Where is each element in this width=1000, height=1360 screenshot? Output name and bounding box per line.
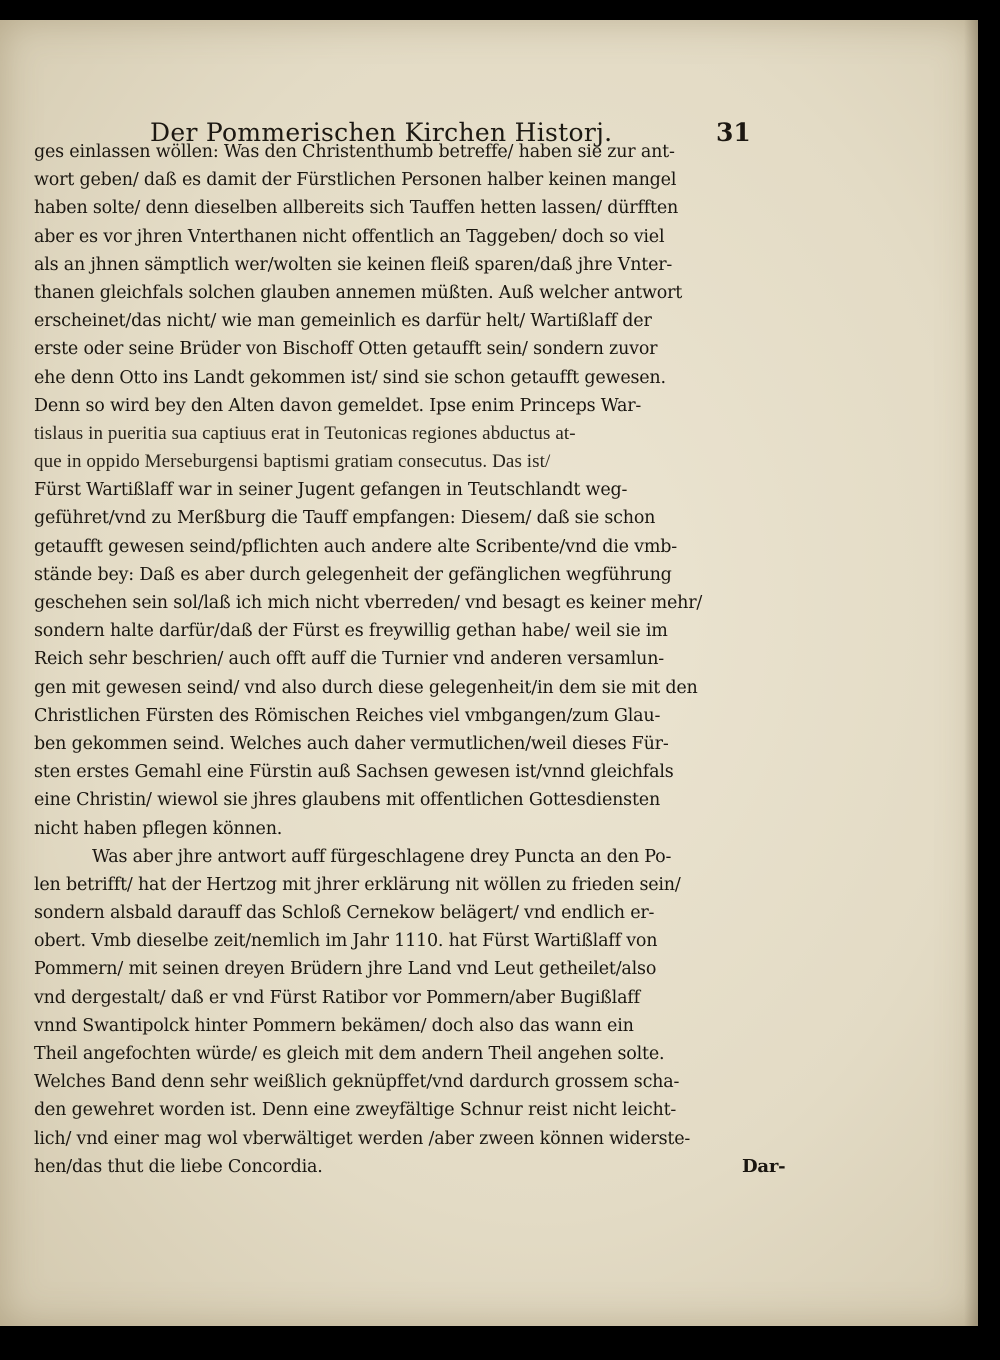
text-line: ehe denn Otto ins Landt gekommen ist/ sind sie schon getaufft gewesen. <box>34 367 666 388</box>
page-number: 31 <box>716 118 751 147</box>
scanned-page <box>0 20 978 1326</box>
text-line: wort geben/ daß es damit der Fürstlichen Personen halber keinen mangel <box>34 170 677 191</box>
text-line: sondern alsbald darauff das Schloß Cernekow belägert/ vnd endlich er- <box>34 903 655 924</box>
text-line: vnd dergestalt/ daß er vnd Fürst Ratibor vor Pommern/aber Bugißlaff <box>34 987 640 1008</box>
text-line: Pommern/ mit seinen dreyen Brüdern jhre Land vnd Leut getheilet/also <box>34 959 657 980</box>
text-line: ges einlassen wöllen: Was den Christenthumb betreffe/ haben sie zur ant- <box>34 142 675 162</box>
text-line: den gewehret worden ist. Denn eine zweyfältige Schnur reist nicht leicht- <box>34 1100 677 1121</box>
text-line: sten erstes Gemahl eine Fürstin auß Sachsen gewesen ist/vnnd gleichfals <box>34 762 674 783</box>
text-line: vnnd Swantipolck hinter Pommern bekämen/ doch also das wann ein <box>34 1015 634 1036</box>
text-line: Denn so wird bey den Alten davon gemeldet. Ipse enim Princeps War- <box>34 395 642 416</box>
text-line: aber es vor jhren Vnterthanen nicht offentlich an Taggeben/ doch so viel <box>34 226 665 247</box>
text-line: gen mit gewesen seind/ vnd also durch diese gelegenheit/in dem sie mit den <box>34 677 698 698</box>
text-line: ben gekommen seind. Welches auch daher vermutlichen/weil dieses Für- <box>34 733 669 754</box>
text-line: erscheinet/das nicht/ wie man gemeinlich es darfür helt/ Wartißlaff der <box>34 311 652 332</box>
text-line: stände bey: Daß es aber durch gelegenheit der gefänglichen wegführung <box>34 564 672 585</box>
page-edge-shadow <box>964 20 978 1326</box>
latin-quote-line: que in oppido Merseburgensi baptismi gratiam consecutus. Das ist/ <box>34 451 551 473</box>
text-line: obert. Vmb dieselbe zeit/nemlich im Jahr 1110. hat Fürst Wartißlaff von <box>34 931 658 952</box>
latin-quote-line: tislaus in pueritia sua captiuus erat in Teutonicas regiones abductus at- <box>34 422 576 444</box>
text-line: geschehen sein sol/laß ich mich nicht vberreden/ vnd besagt es keiner mehr/ <box>34 593 703 613</box>
text-line <box>34 1153 794 1181</box>
text-line: haben solte/ denn dieselben allbereits sich Tauffen hetten lassen/ dürfften <box>34 198 679 219</box>
text-line: Reich sehr beschrien/ auch offt auff die Turnier vnd anderen versamlun- <box>34 649 664 670</box>
text-line: geführet/vnd zu Merßburg die Tauff empfangen: Diesem/ daß sie schon <box>34 508 656 529</box>
text-line: Theil angefochten würde/ es gleich mit dem andern Theil angehen solte. <box>34 1044 665 1064</box>
running-title: Der Pommerischen Kirchen Historj. <box>150 118 613 147</box>
text-line: len betrifft/ hat der Hertzog mit jhrer erklärung nit wöllen zu frieden sein/ <box>34 874 681 895</box>
text-line: thanen gleichfals solchen glauben annemen müßten. Auß welcher antwort <box>34 282 683 303</box>
last-line-text: hen/das thut die liebe Concordia. <box>34 1156 323 1177</box>
text-line: eine Christin/ wiewol sie jhres glaubens mit offentlichen Gottesdiensten <box>34 790 661 811</box>
text-line: nicht haben pflegen können. <box>34 818 283 839</box>
text-line: als an jhnen sämptlich wer/wolten sie keinen fleiß sparen/daß jhre Vnter- <box>34 254 673 275</box>
paragraph-start-line: Was aber jhre antwort auff fürgeschlagene drey Puncta an den Po- <box>92 846 672 867</box>
body-text <box>34 138 794 1181</box>
text-line: getaufft gewesen seind/pflichten auch andere alte Scribente/vnd die vmb- <box>34 536 677 557</box>
text-line: lich/ vnd einer mag wol vberwältiget werden /aber zween können widerste- <box>34 1128 691 1149</box>
catchword: Dar- <box>742 1155 786 1177</box>
text-line: Christlichen Fürsten des Römischen Reiches viel vmbgangen/zum Glau- <box>34 705 661 726</box>
text-line: sondern halte darfür/daß der Fürst es freywillig gethan habe/ weil sie im <box>34 621 668 642</box>
text-line: Welches Band denn sehr weißlich geknüpffet/vnd dardurch grossem scha- <box>34 1072 680 1093</box>
text-line: Fürst Wartißlaff war in seiner Jugent gefangen in Teutschlandt weg- <box>34 480 628 501</box>
text-line: erste oder seine Brüder von Bischoff Otten getaufft sein/ sondern zuvor <box>34 339 658 360</box>
